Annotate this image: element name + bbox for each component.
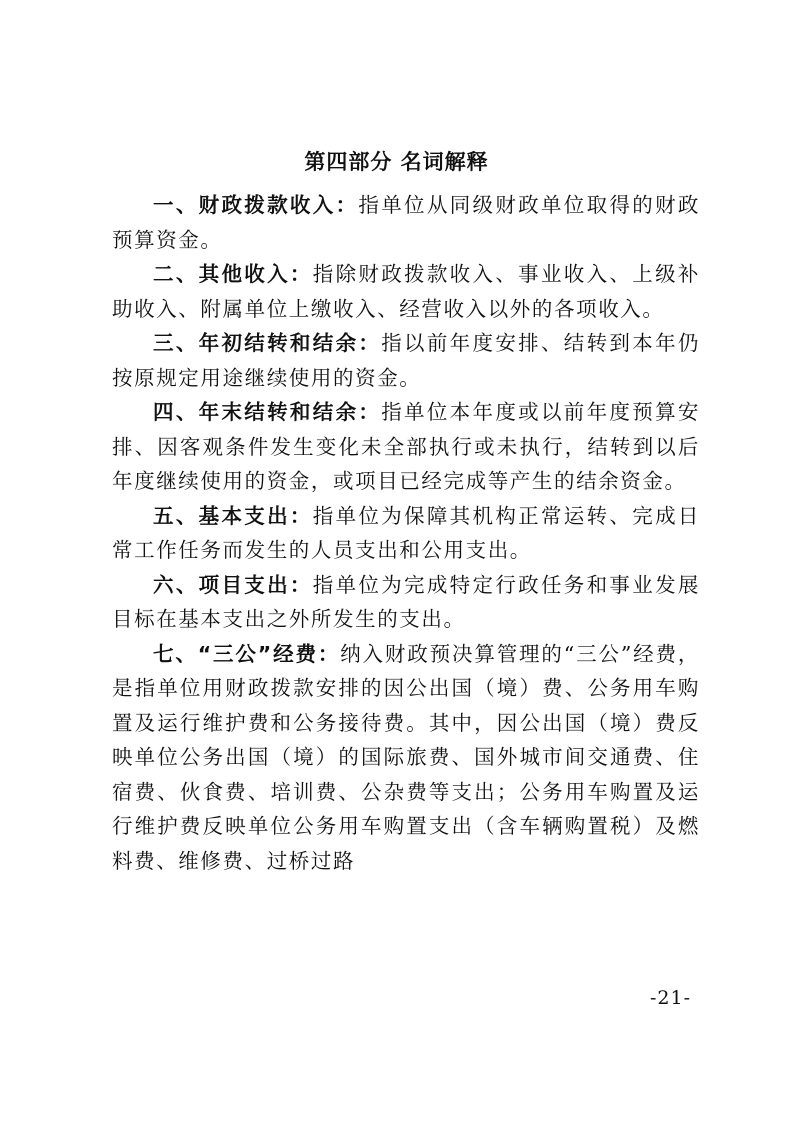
term-definition: 指单位从同级财政单位取得的财政预算资金。 [112,193,701,252]
document-body [112,188,700,878]
paragraph-other-income [112,257,700,326]
paragraph-project-expenditure [112,568,700,637]
term-label: 五、基本支出： [153,503,313,528]
term-definition: 指单位为保障其机构正常运转、完成日常工作任务而发生的人员支出和公用支出。 [112,503,700,562]
paragraph-fiscal-appropriation-income [112,188,700,257]
term-label: 四、年末结转和结余： [153,400,382,424]
section-title: 第四部分 名词解释 [304,150,489,174]
paragraph-beginning-carryover [112,326,700,395]
term-label: 六、项目支出： [153,572,313,597]
term-definition: 指除财政拨款收入、事业收入、上级补助收入、附属单位上缴收入、经营收入以外的各项收入。 [112,262,700,321]
term-label: 三、年初结转和结余： [153,331,382,355]
term-label: 二、其他收入： [153,262,313,286]
term-label: 七、“三公”经费： [153,641,341,666]
term-definition: 指以前年度安排、结转到本年仍按原规定用途继续使用的资金。 [112,331,700,390]
term-definition: 指单位本年度或以前年度预算安排、因客观条件发生变化未全部执行或未执行，结转到以后年度继续使用的资金，或项目已经完成等产生的结余资金。 [112,400,700,493]
paragraph-year-end-carryover [112,395,700,499]
term-definition: 纳入财政预决算管理的“三公”经费，是指单位用财政拨款安排的因公出国（境）费、公务用车购置及运行维护费和公务接待费。其中，因公出国（境）费反映单位公务出国（境）的国际旅费、国外城市间交通费、住宿费、伙食费、培训费、公杂费等支出；公务用车购置及运行维护费反映单位公务用车购置支出（含车辆购置税）及燃料费、维修费、过桥过路 [112,641,700,873]
term-label: 一、财政拨款收入： [153,193,359,217]
page-number: -21- [650,987,692,1009]
paragraph-three-public-expenses [112,637,700,879]
term-definition: 指单位为完成特定行政任务和事业发展目标在基本支出之外所发生的支出。 [112,572,700,631]
paragraph-basic-expenditure [112,499,700,568]
